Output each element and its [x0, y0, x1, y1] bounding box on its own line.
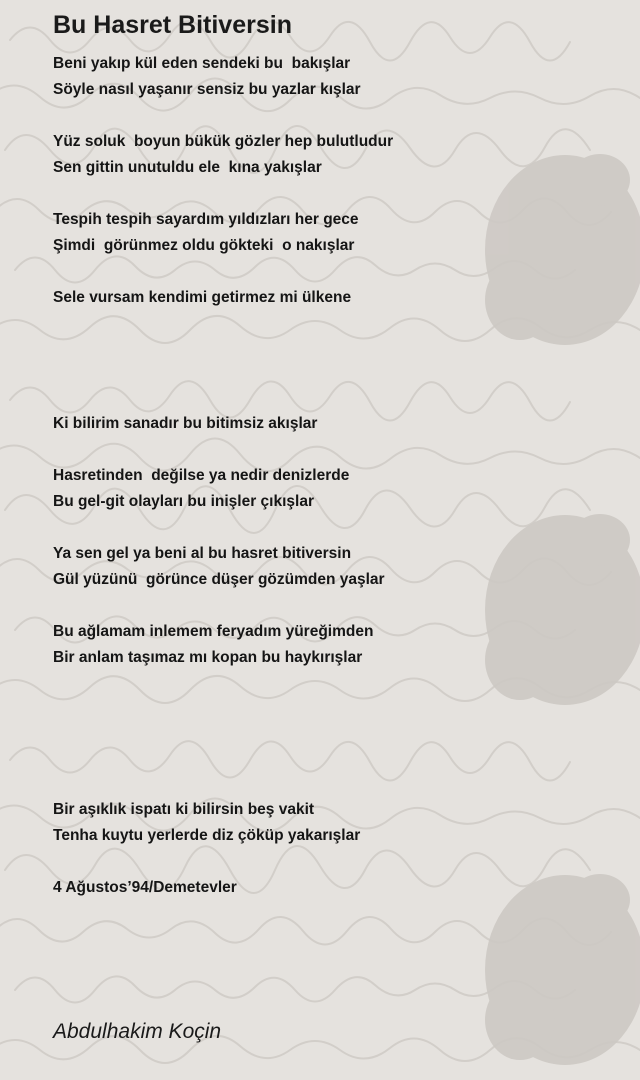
poem-line: Beni yakıp kül eden sendeki bu bakışlar: [53, 55, 351, 72]
poem-line: Bir aşıklık ispatı ki bilirsin beş vakit: [53, 801, 315, 818]
poem-title: Bu Hasret Bitiversin: [53, 11, 292, 39]
poem-line: Tenha kuytu yerlerde diz çöküp yakarışlar: [53, 827, 361, 844]
poem-line: Bu ağlamam inlemem feryadım yüreğimden: [53, 623, 374, 640]
poem-line: Hasretinden değilse ya nedir denizlerde: [53, 467, 350, 484]
poem-author: Abdulhakim Koçin: [53, 1020, 222, 1043]
poem-line: Bir anlam taşımaz mı kopan bu haykırışlar: [53, 649, 363, 666]
poem-date-place: 4 Ağustos’94/Demetevler: [53, 879, 237, 896]
poem-line: Şimdi görünmez oldu gökteki o nakışlar: [53, 237, 355, 254]
poem-line: Söyle nasıl yaşanır sensiz bu yazlar kışlar: [53, 81, 361, 98]
poem-line: Sele vursam kendimi getirmez mi ülkene: [53, 289, 352, 306]
poem-line: Yüz soluk boyun bükük gözler hep bulutludur: [53, 133, 394, 150]
poem-line: Ya sen gel ya beni al bu hasret bitiversin: [53, 545, 352, 562]
poem-line: Gül yüzünü görünce düşer gözümden yaşlar: [53, 571, 385, 588]
poem-line: Sen gittin unutuldu ele kına yakışlar: [53, 159, 322, 176]
poem-line: Tespih tespih sayardım yıldızları her gece: [53, 211, 359, 228]
poem-line: Bu gel-git olayları bu inişler çıkışlar: [53, 493, 314, 510]
poem-line: Ki bilirim sanadır bu bitimsiz akışlar: [53, 415, 318, 432]
